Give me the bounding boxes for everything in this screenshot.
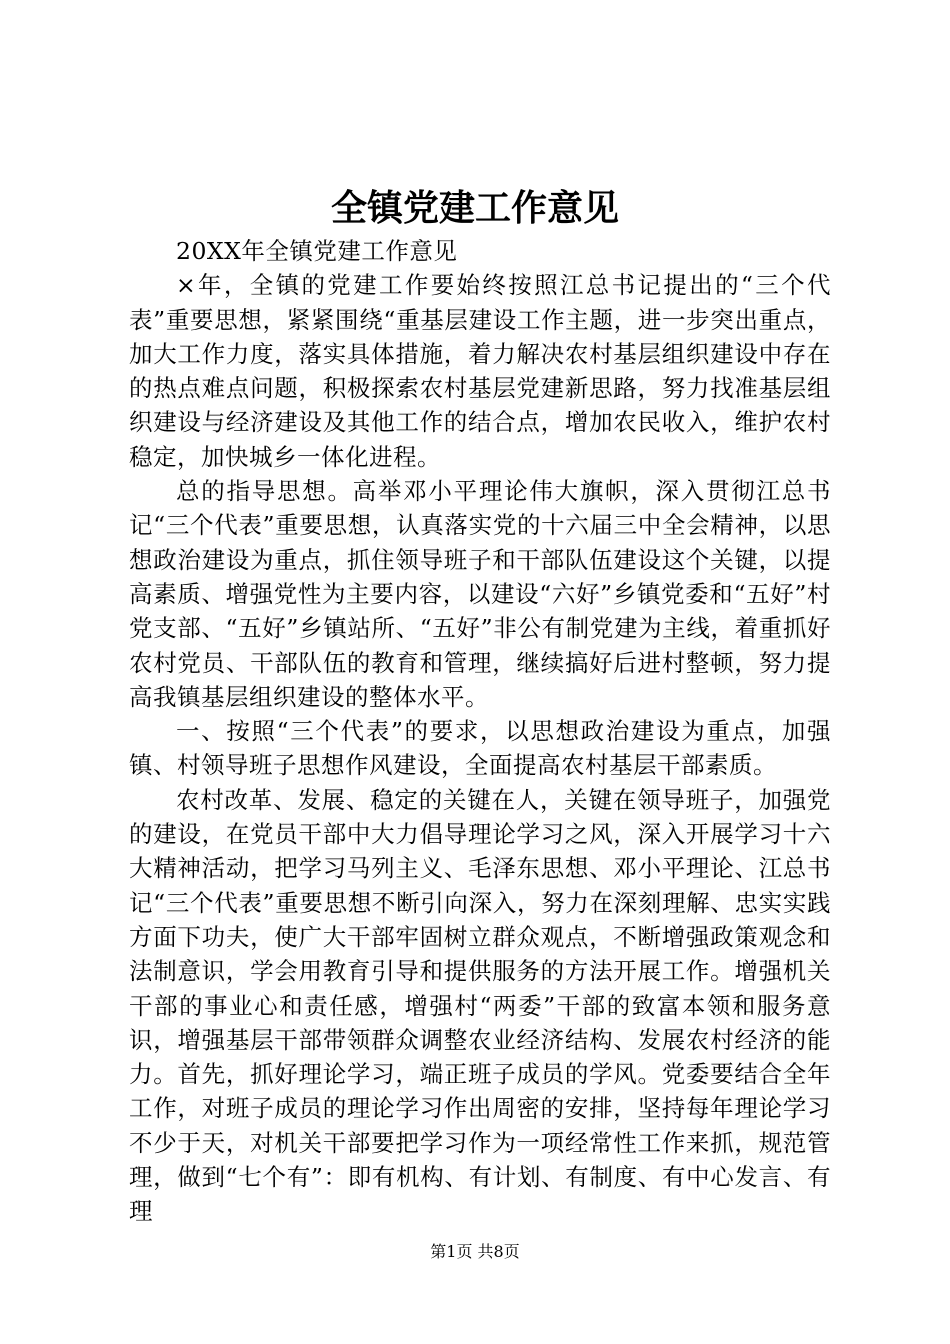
paragraph-guiding-thought: 总的指导思想。高举邓小平理论伟大旗帜，深入贯彻江总书记“三个代表”重要思想，认真落实党的十六届三中全会精神，以思想政治建设为重点，抓住领导班子和干部队伍建设这个关键，以提高素质、增强党性为主要内容，以建设“六好”乡镇党委和“五好”村党支部、“五好”乡镇站所、“五好”非公有制党建为主线，着重抓好农村党员、干部队伍的教育和管理，继续搞好后进村整顿，努力提高我镇基层组织建设的整体水平。 [129,477,831,711]
paragraph-section-one-heading: 一、按照“三个代表”的要求，以思想政治建设为重点，加强镇、村领导班子思想作风建设，全面提高农村基层干部素质。 [129,717,831,780]
paragraph-section-one-body: 农村改革、发展、稳定的关键在人，关键在领导班子，加强党的建设，在党员干部中大力倡导理论学习之风，深入开展学习十六大精神活动，把学习马列主义、毛泽东思想、邓小平理论、江总书记“三个代表”重要思想不断引向深入，努力在深刻理解、忠实实践方面下功夫，使广大干部牢固树立群众观点，不断增强政策观念和法制意识，学会用教育引导和提供服务的方法开展工作。增强机关干部的事业心和责任感，增强村“两委”干部的致富本领和服务意识，增强基层干部带领群众调整农业经济结构、发展农村经济的能力。首先，抓好理论学习，端正班子成员的学风。党委要结合全年工作，对班子成员的理论学习作出周密的安排，坚持每年理论学习不少于天，对机关干部要把学习作为一项经常性工作来抓，规范管理，做到“七个有”：即有机构、有计划、有制度、有中心发言、有理 [129,785,831,1226]
document-title: 全镇党建工作意见 [330,187,619,229]
document-body [129,234,831,1229]
paragraph-intro: ×年，全镇的党建工作要始终按照江总书记提出的“三个代表”重要思想，紧紧围绕“重基层建设工作主题，进一步突出重点，加大工作力度，落实具体措施，着力解决农村基层组织建设中存在的热点难点问题，积极探索农村基层党建新思路，努力找准基层组织建设与经济建设及其他工作的结合点，增加农民收入，维护农村稳定，加快城乡一体化进程。 [129,271,831,471]
paragraph-subtitle: 20XX年全镇党建工作意见 [176,237,458,265]
page-footer: 第1页 共8页 [430,1242,520,1261]
